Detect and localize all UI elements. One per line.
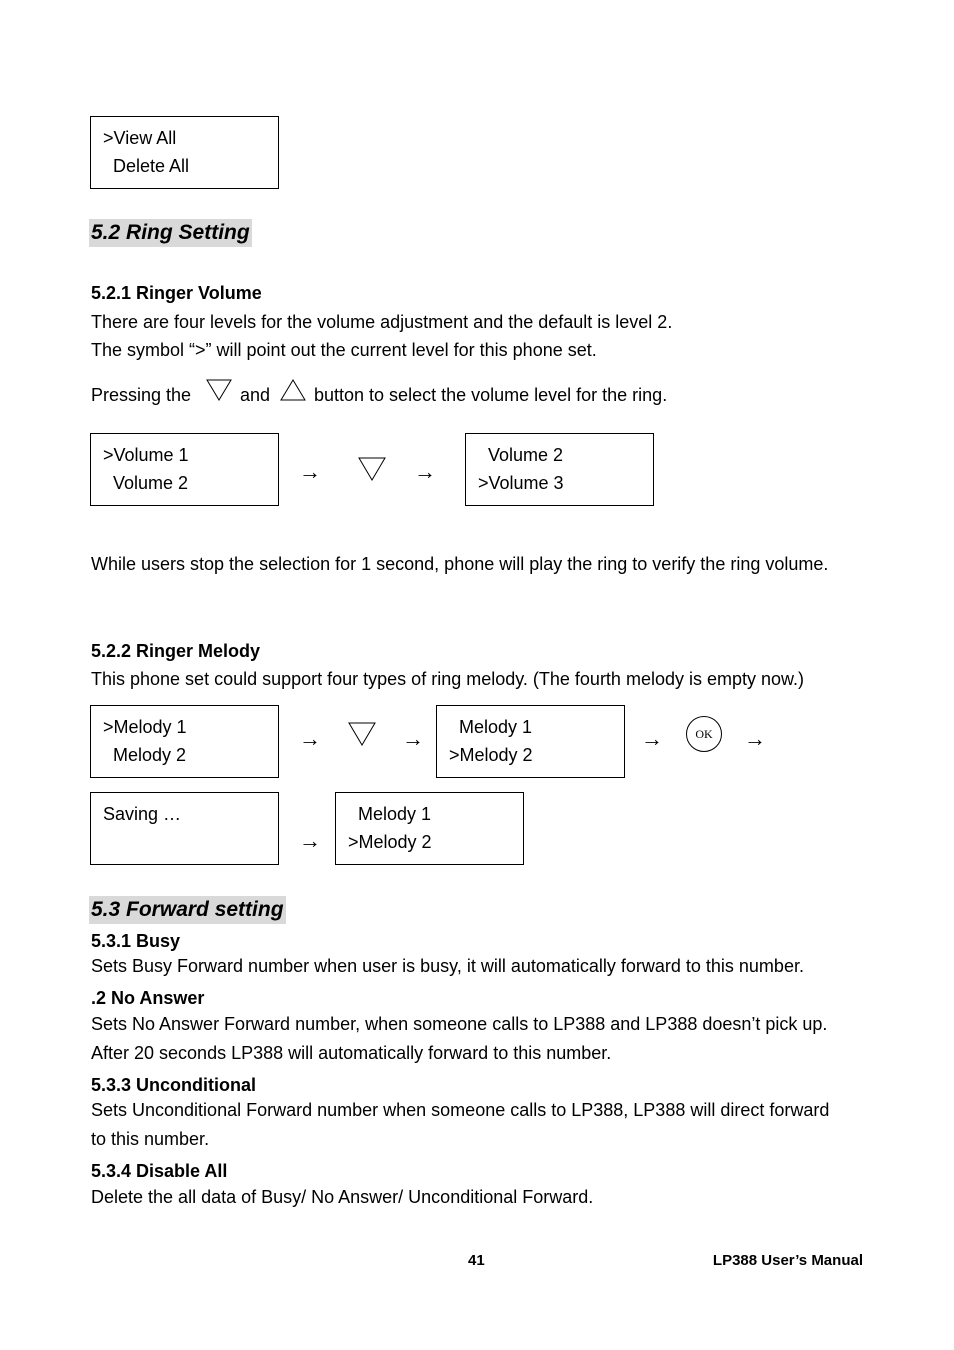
paragraph-volume-levels: There are four levels for the volume adjustment and the default is level 2. (91, 312, 673, 332)
lcd-line: Melody 1 (449, 717, 533, 737)
lcd-line: >Melody 1 (103, 717, 187, 737)
lcd-line: >Volume 1 (103, 445, 189, 465)
lcd-line: Melody 1 (348, 804, 432, 824)
lcd-line: Melody 2 (103, 745, 187, 765)
heading-disable-all: 5.3.4 Disable All (91, 1161, 228, 1181)
paragraph-disable-all: Delete the all data of Busy/ No Answer/ Unconditional Forward. (91, 1187, 594, 1207)
heading-ringer-melody: 5.2.2 Ringer Melody (91, 641, 261, 661)
lcd-line: Volume 2 (103, 473, 189, 493)
lcd-box-volume-before (90, 433, 279, 506)
lcd-line: Saving … (103, 804, 182, 824)
lcd-box-melody-saved (335, 792, 524, 865)
heading-unconditional: 5.3.3 Unconditional (91, 1075, 257, 1095)
lcd-line: Volume 2 (478, 445, 564, 465)
heading-busy: 5.3.1 Busy (91, 931, 181, 951)
paragraph-unconditional: Sets Unconditional Forward number when someone calls to LP388, LP388 will direct forward to this number. (91, 1100, 830, 1149)
lcd-line: >View All (103, 128, 177, 148)
heading-no-answer: .2 No Answer (91, 988, 205, 1008)
section-title-ring-setting: 5.2 Ring Setting (89, 219, 252, 247)
lcd-line: >Volume 3 (478, 473, 564, 493)
lcd-line: >Melody 2 (449, 745, 533, 765)
lcd-box-melody-before (90, 705, 279, 778)
paragraph-busy: Sets Busy Forward number when user is busy, it will automatically forward to this number. (91, 956, 804, 976)
lcd-line: Delete All (103, 156, 190, 176)
section-title-forward-setting: 5.3 Forward setting (89, 896, 286, 924)
lcd-box-saving (90, 792, 279, 865)
right-arrow-icon: → (414, 459, 436, 484)
press-text-pre: Pressing the (91, 385, 192, 405)
paragraph-symbol: The symbol “>” will point out the current level for this phone set. (91, 340, 597, 360)
page-number: 41 (468, 1252, 485, 1269)
heading-ringer-volume: 5.2.1 Ringer Volume (91, 283, 262, 303)
press-text-post: button to select the volume level for the ring. (314, 385, 668, 405)
right-arrow-icon: → (299, 459, 321, 484)
up-triangle-icon (279, 378, 307, 402)
right-arrow-icon: → (402, 726, 424, 751)
lcd-box-melody-selected (436, 705, 625, 778)
paragraph-melody-types: This phone set could support four types of ring melody. (The fourth melody is empty now.) (91, 669, 805, 689)
lcd-line: >Melody 2 (348, 832, 432, 852)
lcd-box-view-delete (90, 116, 279, 189)
lcd-line (103, 828, 278, 856)
press-text-and: and (240, 385, 271, 405)
down-triangle-icon (205, 378, 233, 402)
right-arrow-icon: → (299, 828, 321, 853)
down-triangle-icon (347, 721, 377, 747)
ok-button-icon: OK (686, 716, 722, 752)
down-triangle-icon (357, 456, 387, 482)
right-arrow-icon: → (299, 726, 321, 751)
right-arrow-icon: → (641, 726, 663, 751)
paragraph-ring-verify: While users stop the selection for 1 second, phone will play the ring to verify the ring volume. (91, 554, 829, 574)
lcd-box-volume-after (465, 433, 654, 506)
paragraph-no-answer: Sets No Answer Forward number, when someone calls to LP388 and LP388 doesn’t pick up. After 20 seconds LP388 will automatically forward to this number. (91, 1014, 828, 1063)
right-arrow-icon: → (744, 726, 766, 751)
manual-title: LP388 User’s Manual (712, 1252, 863, 1269)
